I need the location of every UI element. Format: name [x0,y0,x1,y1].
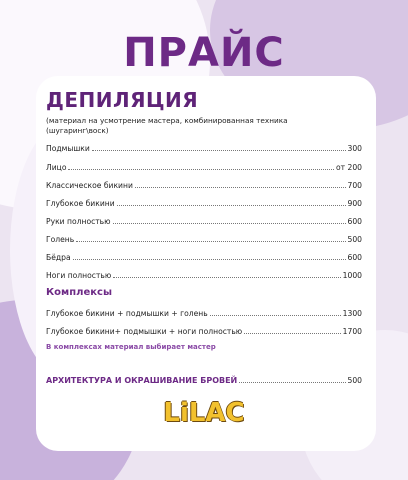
service-label: Ноги полностью [46,271,112,280]
service-price: 500 [347,376,362,385]
section-title: ДЕПИЛЯЦИЯ [46,88,199,112]
price-row [46,306,362,318]
dot-leader [239,382,345,383]
price-row [46,214,362,226]
service-label: Глубокое бикини+ подмышки + ноги полностью [46,327,243,336]
price-row [46,178,362,190]
service-label: Глубокое бикини [46,199,115,208]
price-row [46,324,362,336]
dot-leader [68,169,334,170]
service-price: 900 [347,199,362,208]
service-label: Глубокое бикини + подмышки + голень [46,309,208,318]
price-row [46,141,362,153]
complexes-title: Комплексы [46,287,112,298]
dot-leader [244,333,340,334]
dot-leader [113,223,346,224]
complexes-footnote: В комплексах материал выбирает мастер [46,343,216,351]
section-note: (материал на усмотрение мастера, комбинированная техника (шугаринг\воск) [46,116,288,135]
service-price: 1000 [342,271,362,280]
service-label: Руки полностью [46,217,111,226]
service-label: Бёдра [46,253,71,262]
service-price: 500 [347,235,362,244]
service-price: 600 [347,253,362,262]
dot-leader [76,241,345,242]
price-row [46,196,362,208]
dot-leader [92,150,346,151]
service-price: 1300 [342,309,362,318]
service-label: Классическое бикини [46,181,133,190]
service-label: Голень [46,235,75,244]
service-label: АРХИТЕКТУРА И ОКРАШИВАНИЕ БРОВЕЙ [46,376,238,385]
service-label: Подмышки [46,144,90,153]
service-price: 600 [347,217,362,226]
dot-leader [210,315,341,316]
service-price: 700 [347,181,362,190]
service-price: 1700 [342,327,362,336]
price-row [46,373,362,385]
page-title: ПРАЙС [123,30,285,76]
dot-leader [113,277,340,278]
dot-leader [135,187,346,188]
price-row [46,232,362,244]
dot-leader [73,259,346,260]
price-row [46,268,362,280]
brand-logo: LiLAC [163,398,245,428]
service-label: Лицо [46,163,67,172]
price-row [46,250,362,262]
dot-leader [117,205,346,206]
service-price: 300 [347,144,362,153]
price-row [46,160,362,172]
service-price: от 200 [336,163,362,172]
